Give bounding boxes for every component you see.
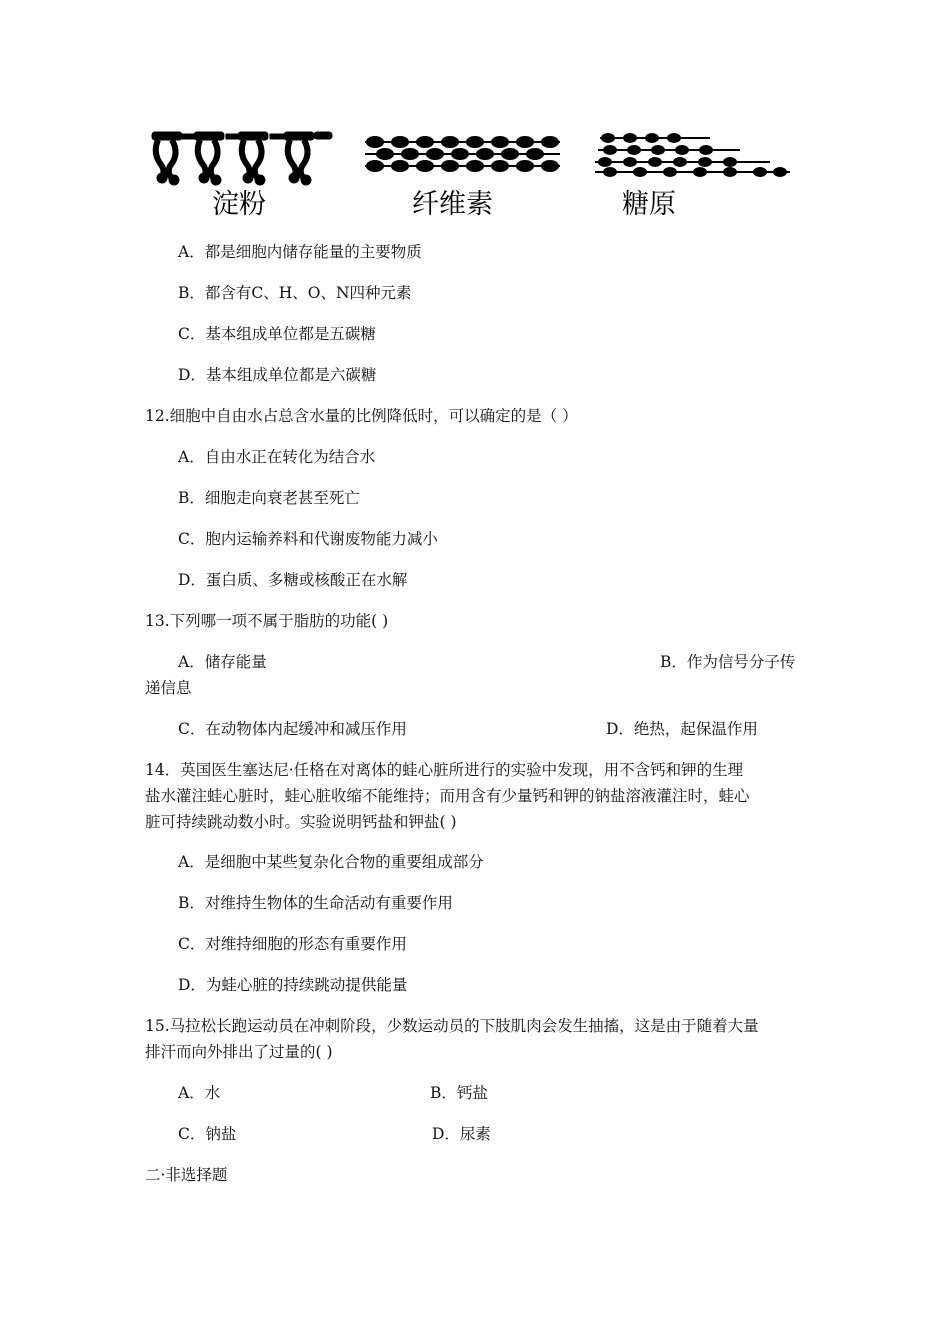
glycogen-label: 糖原: [622, 189, 676, 220]
q11-option-a: A．都是细胞内储存能量的主要物质: [178, 243, 422, 261]
q11-option-c: C．基本组成单位都是五碳糖: [178, 325, 376, 343]
q15-option-d: D．尿素: [432, 1125, 491, 1143]
q15-option-b: B．钙盐: [430, 1084, 488, 1102]
starch-structure-drawing: [152, 132, 332, 185]
glycogen-structure-drawing: [595, 134, 790, 176]
q14-option-b: B．对维持生物体的生命活动有重要作用: [178, 894, 453, 912]
q13-option-c: C．在动物体内起缓冲和减压作用: [178, 720, 407, 738]
section2-heading: 二·非选择题: [145, 1166, 228, 1184]
q12-option-c: C．胞内运输养料和代谢废物能力减小: [178, 530, 438, 548]
q13-option-b: B．作为信号分子传: [660, 653, 796, 671]
cellulose-structure-drawing: [365, 137, 560, 171]
q15-option-c: C．钠盐: [178, 1125, 237, 1143]
q14-stem-line1: 14．英国医生塞达尼·任格在对离体的蛙心脏所进行的实验中发现，用不含钙和钾的生理: [145, 761, 744, 779]
q12-option-a: A．自由水正在转化为结合水: [178, 448, 376, 466]
q14-option-c: C．对维持细胞的形态有重要作用: [178, 935, 407, 953]
cellulose-label: 纤维素: [412, 189, 493, 220]
q11-option-b: B．都含有C、H、O、N四种元素: [178, 284, 412, 302]
q13-stem: 13.下列哪一项不属于脂肪的功能( ): [145, 612, 389, 630]
q13-option-d: D．绝热，起保温作用: [606, 720, 758, 738]
q15-stem-line1: 15.马拉松长跑运动员在冲刺阶段，少数运动员的下肢肌肉会发生抽搐，这是由于随着大量: [145, 1017, 759, 1035]
q13-option-a: A．储存能量: [178, 653, 267, 671]
q15-stem-line2: 排汗而向外排出了过量的( ): [145, 1043, 333, 1061]
q13-option-b-continued: 递信息: [145, 679, 192, 697]
q12-option-d: D．蛋白质、多糖或核酸正在水解: [178, 571, 408, 589]
q14-stem-line2: 盐水灌注蛙心脏时，蛙心脏收缩不能维持；而用含有少量钙和钾的钠盐溶液灌注时，蛙心: [145, 787, 750, 805]
q14-option-d: D．为蛙心脏的持续跳动提供能量: [178, 976, 408, 994]
q14-option-a: A．是细胞中某些复杂化合物的重要组成部分: [178, 853, 484, 871]
q14-stem-line3: 脏可持续跳动数小时。实验说明钙盐和钾盐( ): [145, 813, 457, 831]
q11-option-d: D．基本组成单位都是六碳糖: [178, 366, 377, 384]
polysaccharide-structures-image: [150, 128, 800, 188]
q15-option-a: A．水: [178, 1084, 221, 1102]
q12-option-b: B．细胞走向衰老甚至死亡: [178, 489, 360, 507]
q12-stem: 12.细胞中自由水占总含水量的比例降低时，可以确定的是（ ）: [145, 407, 578, 425]
polysaccharide-figure: [150, 128, 800, 218]
starch-label: 淀粉: [212, 189, 266, 220]
